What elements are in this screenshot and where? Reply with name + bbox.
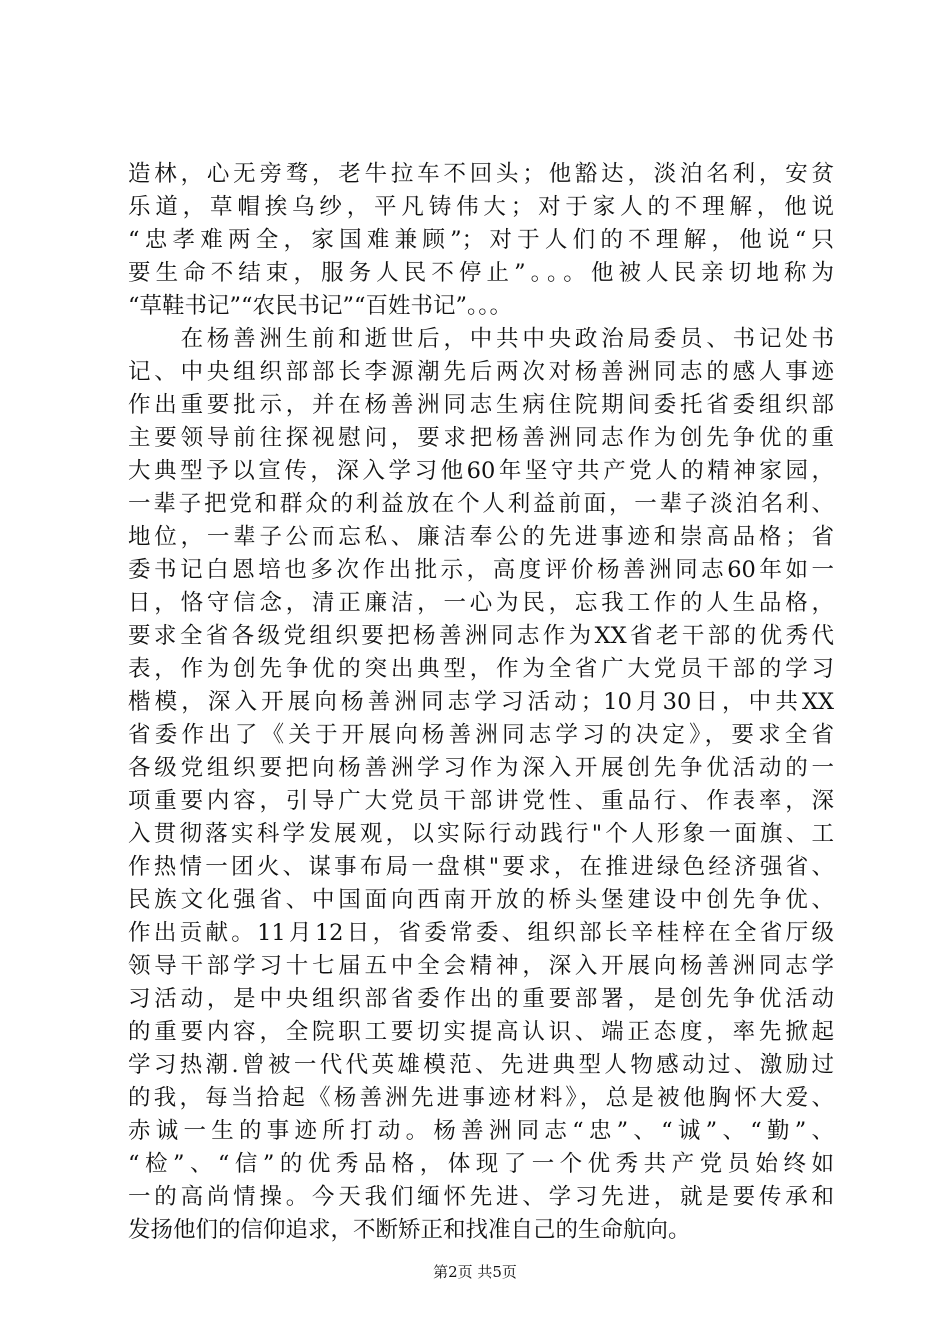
text-line: 在杨善洲生前和逝世后，中共中央政治局委员、书记处书 (128, 326, 834, 352)
text-line: 各级党组织要把向杨善洲学习作为深入开展创先争优活动的一 (128, 755, 834, 781)
text-line: 造林，心无旁骛，老牛拉车不回头；他豁达，淡泊名利，安贫 (128, 161, 834, 187)
text-line: 委书记白恩培也多次作出批示，高度评价杨善洲同志60年如一 (128, 557, 834, 583)
text-line: 入贯彻落实科学发展观，以实际行动践行"个人形象一面旗、工 (128, 821, 834, 847)
text-line: 乐道，草帽挨乌纱，平凡铸伟大；对于家人的不理解，他说 (128, 194, 834, 220)
page-number: 第2页 共5页 (433, 1263, 517, 1281)
text-line: 一的高尚情操。今天我们缅怀先进、学习先进，就是要传承和 (128, 1184, 834, 1210)
text-line: 项重要内容，引导广大党员干部讲党性、重品行、作表率，深 (128, 788, 834, 814)
text-line: 作出重要批示，并在杨善洲同志生病住院期间委托省委组织部 (128, 392, 834, 418)
text-line: 民族文化强省、中国面向西南开放的桥头堡建设中创先争优、 (128, 887, 834, 913)
text-line: 的我，每当拾起《杨善洲先进事迹材料》，总是被他胸怀大爱、 (128, 1085, 834, 1111)
page-footer (0, 1262, 950, 1282)
text-line: “检”、“信”的优秀品格，体现了一个优秀共产党员始终如 (128, 1151, 834, 1177)
text-line: 习活动，是中央组织部省委作出的重要部署，是创先争优活动 (128, 986, 834, 1012)
text-line: 发扬他们的信仰追求，不断矫正和找准自己的生命航向。 (128, 1217, 691, 1243)
text-line: 大典型予以宣传，深入学习他60年坚守共产党人的精神家园， (128, 458, 834, 484)
document-body (128, 158, 834, 1247)
text-line: “忠孝难两全，家国难兼顾”；对于人们的不理解，他说“只 (128, 227, 834, 253)
text-line: 的重要内容，全院职工要切实提高认识、端正态度，率先掀起 (128, 1019, 834, 1045)
text-line: 记、中央组织部部长李源潮先后两次对杨善洲同志的感人事迹 (128, 359, 834, 385)
text-line: 领导干部学习十七届五中全会精神，深入开展向杨善洲同志学 (128, 953, 834, 979)
text-line: 要生命不结束，服务人民不停止”。。。他被人民亲切地称为 (128, 260, 834, 286)
text-line: 省委作出了《关于开展向杨善洲同志学习的决定》，要求全省 (128, 722, 834, 748)
text-line: 表，作为创先争优的突出典型，作为全省广大党员干部的学习 (128, 656, 834, 682)
text-line: 要求全省各级党组织要把杨善洲同志作为XX省老干部的优秀代 (128, 623, 834, 649)
text-line: 赤诚一生的事迹所打动。杨善洲同志“忠”、“诚”、“勤”、 (128, 1118, 834, 1144)
text-line: 作热情一团火、谋事布局一盘棋"要求，在推进绿色经济强省、 (128, 854, 834, 880)
text-line: “草鞋书记”“农民书记”“百姓书记”。。。 (128, 293, 513, 319)
text-line: 主要领导前往探视慰问，要求把杨善洲同志作为创先争优的重 (128, 425, 834, 451)
text-line: 作出贡献。11月12日，省委常委、组织部长辛桂梓在全省厅级 (128, 920, 834, 946)
text-line: 地位，一辈子公而忘私、廉洁奉公的先进事迹和崇高品格；省 (128, 524, 834, 550)
text-line: 一辈子把党和群众的利益放在个人利益前面，一辈子淡泊名利、 (128, 491, 834, 517)
text-line: 日，恪守信念，清正廉洁，一心为民，忘我工作的人生品格， (128, 590, 834, 616)
text-line: 学习热潮.曾被一代代英雄模范、先进典型人物感动过、激励过 (128, 1052, 834, 1078)
text-line: 楷模，深入开展向杨善洲同志学习活动；10月30日，中共XX (128, 689, 834, 715)
